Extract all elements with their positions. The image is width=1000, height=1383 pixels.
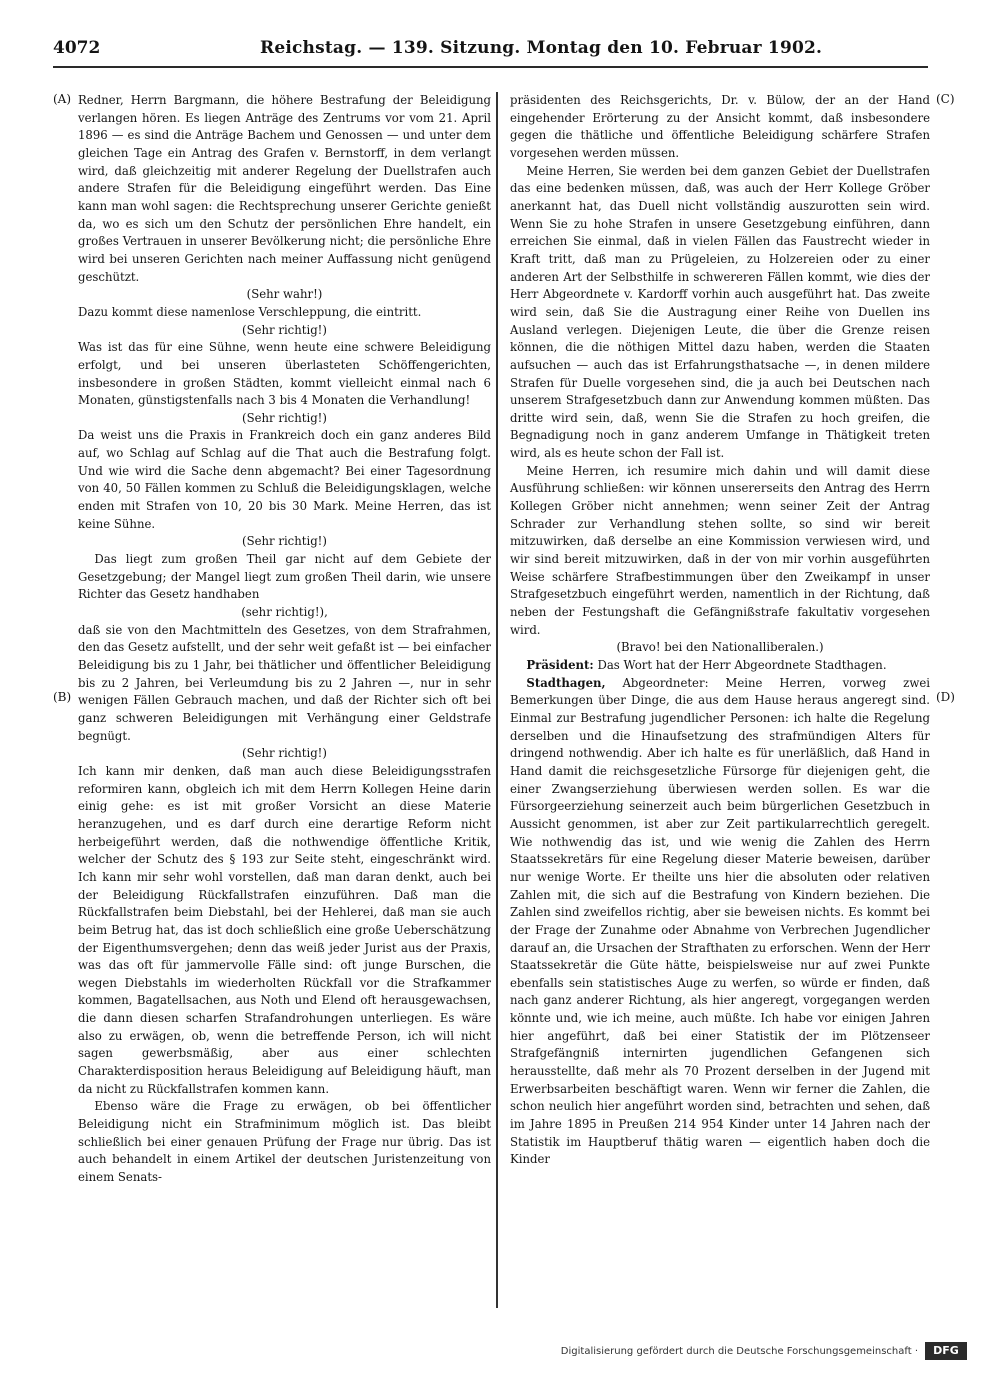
speech-text: Das Wort hat der Herr Abgeordnete Stadthagen. bbox=[593, 658, 887, 672]
dfg-logo: DFG bbox=[925, 1342, 967, 1360]
interjection: (Sehr richtig!) bbox=[242, 746, 327, 761]
paragraph: Da weist uns die Praxis in Frankreich doch ein ganz anderes Bild auf, wo Schlag auf Schlag auf die That auch die Bestrafung folgt. Und wie wird die Sache denn abgemacht? Bei einer Tagesordnung von 40, 50 Fällen kommen zu Schluß die Beleidigungsklagen, welche enden mit Strafen von 10, 20 bis 30 Mark. Meine Herren, das ist keine Sühne. bbox=[78, 428, 491, 531]
speaker-name: Stadthagen, bbox=[526, 675, 606, 690]
right-column bbox=[510, 92, 930, 1169]
interjection: (Sehr richtig!) bbox=[242, 410, 327, 425]
interjection: (Sehr richtig!) bbox=[242, 534, 327, 549]
paragraph: Meine Herren, ich resumire mich dahin und will damit diese Ausführung schließen: wir können unsererseits den Antrag des Herrn Kollegen Gröber nicht annehmen; wenn seiner Zeit der Antrag Schrader zur Verhandlung stehen sollte, so sind wir bereit mitzuwirken, daß derselbe an eine Kommission verwiesen wird, und wir sind bereit mitzuwirken, daß in der von mir vorhin ausgeführten Weise schärfere Strafbestimmungen über den Zweikampf in unser Strafgesetzbuch eingeführt werden, namentlich in der Richtung, daß neben der Festungshaft die Gefängnißstrafe fakultativ vorgesehen wird. bbox=[510, 463, 930, 637]
paragraph: Dazu kommt diese namenlose Verschleppung, die eintritt. bbox=[78, 304, 422, 319]
paragraph: Das liegt zum großen Theil gar nicht auf dem Gebiete der Gesetzgebung; der Mangel liegt zum großen Theil darin, wie unsere Richter das Gesetz handhaben bbox=[78, 552, 491, 602]
paragraph: Ich kann mir denken, daß man auch diese Beleidigungsstrafen reformiren kann, obgleich ich mit dem Herrn Kollegen Heine darin einig gehe: es ist mit großer Vorsicht an diese Materie heranzugehen, und es darf durch eine derartige Reform nicht herbeigeführt werden, daß die nothwendige öffentliche Kritik, welcher der Schutz des § 193 zur Seite steht, eingeschränkt wird. Ich kann mir sehr wohl vorstellen, daß man daran denkt, auch bei der Beleidigung Rückfallstrafen einzuführen. Daß man die Rückfallstrafen beim Diebstahl, bei der Hehlerei, daß man sie auch beim Betrug hat, das ist doch schließlich eine große Ueberschätzung der Eigenthumsvergehen; denn das weiß jeder Jurist aus der Praxis, was das oft für jammervolle Fälle sind: oft junge Burschen, die wegen Diebstahls im wiederholten Rückfall vor die Strafkammer kommen, Bagatellsachen, aus Noth und Elend oft herausgewachsen, die dann diesen scharfen Strafandrohungen unterliegen. Es wäre also zu erwägen, ob, wenn die betreffende Person, ich will nicht sagen gewerbsmäßig, aber aus einer schlechten Charakterdisposition heraus Beleidigung auf Beleidigung häuft, man da nicht zu Rückfallstrafen kommen kann. bbox=[78, 763, 491, 1096]
paragraph: Ebenso wäre die Frage zu erwägen, ob bei öffentlicher Beleidigung nicht ein Strafminimum möglich ist. Das bleibt schließlich bei einer genauen Prüfung der Frage nur übrig. Das ist auch behandelt in einem Artikel der deutschen Juristenzeitung von einem Senats- bbox=[78, 1099, 491, 1185]
paragraph: daß sie von den Machtmitteln des Gesetzes, von dem Strafrahmen, den das Gesetz aufstellt, und der sehr weit gefaßt ist — bei einfacher Beleidigung bis zu 1 Jahr, bei thätlicher und öffentlicher Beleidigung bis zu 2 Jahren, bei Verleumdung bis zu 2 Jahren —, nur in sehr wenigen Fällen Gebrauch machen, und daß der Richter sich oft bei ganz schweren Beleidigungen mit Verhängung einer Geldstrafe begnügt. bbox=[78, 622, 491, 743]
interjection: (sehr richtig!), bbox=[241, 605, 328, 620]
paragraph: präsidenten des Reichsgerichts, Dr. v. Bülow, der an der Hand eingehender Erörterung zu der Ansicht kommt, daß insbesondere gegen die thätliche und öffentliche Beleidigung schärfere Strafen vorgesehen werden müssen. bbox=[510, 93, 930, 160]
running-head: Reichstag. — 139. Sitzung. Montag den 10. Februar 1902. bbox=[260, 38, 823, 58]
margin-marker-b: (B) bbox=[53, 690, 72, 704]
margin-marker-c: (C) bbox=[936, 92, 955, 106]
margin-marker-d: (D) bbox=[936, 690, 955, 704]
page-number: 4072 bbox=[53, 38, 101, 58]
paragraph: Meine Herren, Sie werden bei dem ganzen Gebiet der Duellstrafen das eine bedenken müssen, daß, was auch der Herr Kollege Gröber anerkannt hat, das Duell nicht vollständig auszurotten sein wird. Wenn Sie zu hohe Strafen in unsere Gesetzgebung einführen, dann erreichen Sie einmal, daß in vielen Fällen das Faustrecht wieder in Kraft tritt, daß man zu Prügeleien, zu Holzereien oder zu einer anderen Art der Selbsthilfe in schwereren Fällen kommt, wie dies der Herr Abgeordnete v. Kardorff vorhin auch ausgeführt hat. Das zweite wird sein, daß Sie die Austragung einer Reihe von Duellen ins Ausland verlegen. Diejenigen Leute, die über die Grenze reisen können, die die nöthigen Mittel dazu haben, werden die Staaten aufsuchen — auch das ist Erfahrungsthatsache —, in denen mildere Strafen für Duelle vorgesehen sind, die ja auch bei Deutschen nach unserem Strafgesetzbuch dann zur Anwendung kommen müßten. Das dritte wird sein, daß, wenn Sie die Strafen zu hoch greifen, die Begnadigung noch in ganz anderem Umfange in Thätigkeit treten wird, als es heute schon der Fall ist. bbox=[510, 163, 930, 461]
header-rule bbox=[53, 66, 928, 68]
left-column bbox=[78, 92, 491, 1187]
interjection: (Sehr richtig!) bbox=[242, 322, 327, 337]
column-divider bbox=[496, 92, 498, 1308]
speech-text: Abgeordneter: Meine Herren, vorweg zwei Bemerkungen über Dinge, die aus dem Hause heraus angeregt sind. Einmal zur Bestrafung jugendlicher Personen: ich halte die Regelung derselben und die Hinaufsetzung des strafmündigen Alters für dringend nothwendig. Aber ich halte es für unerläßlich, daß Hand in Hand damit die reichsgesetzliche Fürsorge für diejenigen geht, die einer Zwangserziehung überwiesen werden sollen. Es war die Fürsorgeerziehung seinerzeit auch beim bürgerlichen Gesetzbuch in Aussicht genommen, ist aber zur Zeit partikularrechtlich geregelt. Wie nothwendig das ist, und wie wenig die Zahlen des Herrn Staatssekretärs für eine Regelung dieser Materie beweisen, darüber nur wenige Worte. Er theilte uns hier die absoluten oder relativen Zahlen mit, die sich auf die Bestrafung von Kindern beziehen. Die Zahlen sind zweifellos richtig, aber sie beweisen nichts. Es kommt bei der Frage der Zunahme oder Abnahme von Verbrechen Jugendlicher darauf an, die Ursachen der Strafthaten zu erforschen. Wenn der Herr Staatssekretär die Güte hätte, beispielsweise nur auf zwei Punkte ebenfalls sein statistisches Auge zu werfen, so würde er finden, daß nach ganz anderer Richtung, als hier angeregt, vorgegangen werden könnte und, wie ich meine, auch müßte. Ich habe vor einigen Jahren hier angeführt, daß bei einer Statistik der im Plötzenseer Strafgefängniß internirten jugendlichen Gefangenen sich herausstellte, daß mehr als 70 Prozent derselben in der Jugend mit Erwerbsarbeiten beschäftigt waren. Wenn wir ferner die Zahlen, die schon neulich hier angeführt worden sind, betrachten und sehen, daß im Jahre 1895 in Preußen 214 954 Kinder unter 14 Jahren nach der Statistik im Hauptberuf thätig waren — eigentlich haben doch die Kinder bbox=[510, 675, 930, 1167]
paragraph bbox=[510, 657, 930, 675]
paragraph: Redner, Herrn Bargmann, die höhere Bestrafung der Beleidigung verlangen hören. Es liegen Anträge des Zentrums vor vom 21. April 1896 — es sind die Anträge Bachem und Genossen — und unter dem gleichen Tage ein Antrag des Grafen v. Bernstorff, in dem verlangt wird, daß gleichzeitig mit anderer Regelung der Duellstrafen auch andere Strafen für die Beleidigung eingeführt werden. Das Eine kann man wohl sagen: die Rechtsprechung unserer Gerichte genießt da, wo es sich um den Schutz der persönlichen Ehre handelt, ein großes Vertrauen in unserer Bevölkerung nicht; die persönliche Ehre wird bei unseren Gerichten nach meiner Auffassung nicht genügend geschützt. bbox=[78, 93, 491, 284]
interjection: (Bravo! bei den Nationalliberalen.) bbox=[616, 640, 824, 655]
paragraph: Was ist das für eine Sühne, wenn heute eine schwere Beleidigung erfolgt, und bei unseren überlasteten Schöffengerichten, insbesondere in großen Städten, kommt vielleicht einmal nach 6 Monaten, günstigstenfalls nach 3 bis 4 Monaten die Verhandlung! bbox=[78, 340, 491, 408]
footer-credit: Digitalisierung gefördert durch die Deutsche Forschungsgemeinschaft · bbox=[560, 1346, 918, 1357]
paragraph bbox=[510, 675, 930, 1169]
interjection: (Sehr wahr!) bbox=[246, 287, 323, 302]
margin-marker-a: (A) bbox=[53, 92, 72, 106]
speaker-name: Präsident: bbox=[526, 658, 594, 672]
